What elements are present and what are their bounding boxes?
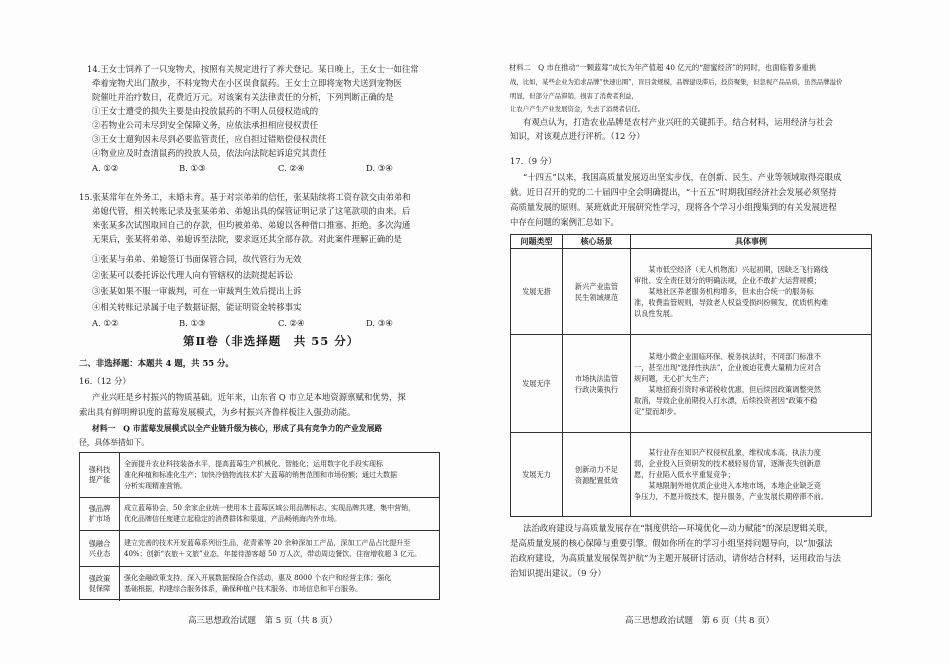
- row-body: 全面提升农业科技装备水平，提高蓝莓生产机械化、智能化；运用数字化手段实现标 准化种植和标准化生产；加快冷链物流技术扩大蓝莓的销售范围和市场份额；通过大数据 分析实现精准营销。: [124, 459, 397, 490]
- q14-line: 14.王女士饲养了一只宠物犬，按照有关规定进行了养犬登记。某日晚上，王女士一如往常: [87, 64, 419, 74]
- q14-line: 院催吐并治疗数日，花费近万元。对该案有关法律责任的分析，下列判断正确的是: [92, 92, 394, 102]
- row-body: 建立完善的技术开发蓝莓系列衍生品，花青素等 20 余种深加工产品，深加工产品占比提升至 40%；创新“农旅＋文旅”业态，年接待游客超 50 万人次，带动周边餐饮、住宿增收超 3 亿元。: [124, 538, 421, 558]
- case-examples: 某行业存在知识产权侵权乱象，维权成本高、执法力度 弱，企业投入巨资研发的技术被轻易仿冒，逐渐丧失创新意 愿，行业陷入低水平重复竞争； 某地限制外地优质企业进入本地市场，本地企业缺乏竞 争压力，不愿升级技术，提升服务，产业发展长期停滞不前。: [631, 433, 872, 517]
- q15-statement: ④相关转账记录属于电子数据证据，能证明资金转移事实: [92, 302, 302, 312]
- material-2-line: 让农户产生产业发展资金，失去了消费者信任。: [510, 105, 645, 113]
- material-1-line: 材料一 Q 市蓝莓发展模式以全产业链升级为核心，形成了具有竞争力的产业发展路: [92, 424, 383, 433]
- table-row: [80, 453, 439, 497]
- q15-statement: ③张某如果不服一审裁判，可在一审裁判生效后提出上诉: [92, 286, 302, 296]
- q17-task-line: 治知识提出建议。（9 分）: [510, 568, 606, 578]
- page-footer: 高三思想政治试题 第 5 页（共 8 页）: [188, 616, 338, 626]
- core-scene: 市场执法监管 行政决策执行: [563, 335, 631, 433]
- problem-type: 发展无措: [511, 249, 563, 335]
- q16-intro-line: 产业兴旺是乡村振兴的物质基础。近年来，山东省 Q 市立足本地资源禀赋和优势，探: [92, 392, 406, 402]
- q15-line: 15.张某常年在外务工，未婚未育。基于对宗弟弟的信任，张某陆续将工资存款交由弟弟和: [79, 192, 411, 202]
- q17-intro-line: 就。近日召开的党的二十届四中全会明确提出，“十五五”时期我国经济社会发展必须坚持: [510, 187, 837, 197]
- material-1-table: [79, 452, 440, 600]
- case-examples: 某地小微企业面临环保、税务执法时，不同部门标准不 一，甚至出现“选择性执法”，企业被迫花费大量精力应对合 规问题，无心扩大生产； 某地招商引资时承诺税收优惠，但后续因政策调整突然 取消，导致企业前期投入打水漂，后续投资者因“政策不稳 定”望而却步。: [631, 335, 872, 433]
- table-row: [511, 249, 872, 335]
- table-row: [80, 566, 439, 601]
- column-header: 具体事例: [631, 235, 872, 249]
- q14-statement: ②若物业公司未尽到安全保障义务，应依法承担相应侵权责任: [92, 120, 319, 130]
- table-row: [511, 335, 872, 433]
- material-1-line: 径，具体举措如下。: [79, 438, 150, 447]
- right-page: [475, 0, 950, 663]
- q15-line: 弟媳代管，相关转账记录及张某弟弟、弟媳出具的保管证明记录了这笔款项的由来。后: [92, 206, 411, 216]
- table-row: [80, 530, 439, 566]
- q16-heading: 16.（12 分）: [79, 376, 131, 386]
- q15-statement: ②张某可以委托诉讼代理人向有管辖权的法院提起诉讼: [92, 270, 293, 280]
- q15-statement: ①张某与弟弟、弟媳签订书面保管合同，故代管行为无效: [92, 254, 302, 264]
- q17-intro-line: “十四五”以来，我国高质量发展迈出坚实步伐，在创新、民生、产业等领域取得亮眼成: [523, 172, 842, 182]
- row-body: 成立蓝莓协会，50 余家企业统一使用本土蓝莓区域公用品牌标志，实现品牌共建，集中营销， 优化品牌信任度建立起稳定的消费群体和渠道，产品畅销海内外市场。: [124, 504, 416, 523]
- page-footer: 高三思想政治试题 第 6 页（共 8 页）: [625, 616, 775, 626]
- problem-type: 发展无序: [511, 335, 563, 433]
- q17-intro-line: 高质量发展的原则。某班就此开展研究性学习，现将各个学习小组搜集到的有关发展进程: [510, 202, 837, 212]
- q16-intro-line: 索出具有鲜明辨识度的蓝莓发展模式，为乡村振兴齐鲁样板注入强劲动能。: [79, 407, 356, 417]
- q14-statement: ③王女士遛狗因未尽到必要监管责任，应自担过错赔偿侵权责任: [92, 134, 327, 144]
- column-header: 核心场景: [563, 235, 631, 249]
- q15-option-c[interactable]: C. ②④: [278, 318, 305, 328]
- material-2-line: 明显，但部分产品滞销，损害了消费者利益，: [510, 92, 638, 100]
- q14-option-c[interactable]: C. ②④: [278, 163, 305, 173]
- material-2-line: 战，比如，某些企业为追求品牌“快速出圈”，盲目贪规模，品牌建设滞后，投资聚集，但忽视产品品质，虽然品牌溢价: [510, 78, 843, 86]
- core-scene: 新兴产业监管 民生领域规范: [563, 249, 631, 335]
- q17-case-table: [510, 234, 872, 516]
- core-scene: 创新动力不足 资源配置低效: [563, 433, 631, 517]
- problem-type: 发展无力: [511, 433, 563, 517]
- q17-intro-line: 中存在问题的案例汇总如下。: [510, 217, 619, 227]
- q16-task-line: 有观点认为，打造农业品牌是农村产业兴旺的关键抓手。结合材料，运用经济与社会: [523, 117, 833, 127]
- row-head: 强融合 兴业态: [80, 531, 120, 566]
- q17-heading: 17.（9 分）: [510, 156, 557, 166]
- section-instructions: 二、非选择题：本题共 4 题，共 55 分。: [79, 358, 234, 368]
- q17-task-line: 法治政府建设与高质量发展存在“制度供给—环境优化—动力赋能”的深层逻辑关联，: [523, 523, 834, 533]
- q14-statement: ①王女士遭受的损失主要是由投放鼠药的不明人员侵权造成的: [92, 106, 319, 116]
- q17-task-line: 是高质量发展的核心保障与重要引擎。假如你所在的学习小组坚持问题导向，以“加强法: [510, 538, 833, 548]
- q15-line: 无果后，张某将弟弟、弟媳诉至法院，要求返还其全部存款。对此案件理解正确的是: [92, 234, 402, 244]
- q14-line: 牵着宠物犬出门散步，不料宠物犬在小区误食鼠药。王女士立即将宠物犬送到宠物医: [92, 78, 402, 88]
- row-head: 强科技 提产能: [80, 453, 120, 497]
- q15-option-a[interactable]: A. ①②: [92, 318, 119, 328]
- column-header: 问题类型: [511, 235, 563, 249]
- row-body: 强化金融政策支持，深入开展数据保险合作活动，惠及 8000 个农户和经营主体；强化 基础根据，构建综合服务体系，确保种植户技术服务、市场信息和平台服务。: [124, 574, 392, 593]
- table-row: [511, 433, 872, 517]
- row-head: 强政策 促保障: [80, 567, 120, 601]
- section-title: 第Ⅱ卷（非选择题 共 55 分）: [183, 334, 360, 348]
- q14-statement: ④物业应及时查清鼠药的投放人员，依法向法院起诉追究其责任: [92, 148, 327, 158]
- case-examples: 某市低空经济（无人机物流）兴起初期，因缺乏飞行路线 审批、安全责任划分的明确法规，企业不敢扩大运营规模； 某地社区养老服务机构增多，但未由合统一的服务标 准，收费监管规则，导致老人权益受损纠纷频发，优质机构难 以良性发展。: [631, 249, 872, 335]
- q15-option-d[interactable]: D. ③④: [366, 318, 393, 328]
- q17-task-line: 治政府建设，为高质量发展保驾护航”为主题开展研讨活动，请你结合材料，运用政治与法: [510, 553, 841, 563]
- material-2-line: 材料二 Q 市在推动“一颗蓝莓”成长为年产值超 40 亿元的“甜蜜经济”的同时，也面临着多重挑: [509, 63, 817, 72]
- q16-task-line: 知识，对该观点进行评析。（12 分）: [510, 131, 645, 141]
- table-row: [80, 497, 439, 530]
- q14-option-a[interactable]: A. ①②: [92, 163, 119, 173]
- q15-line: 来张某多次试图取回自己的存款，但均被弟弟、弟媳以各种借口推塞、拒绝。多次沟通: [92, 220, 411, 230]
- q14-option-d[interactable]: D. ③④: [366, 163, 393, 173]
- row-head: 强品牌 扩市场: [80, 498, 120, 530]
- q14-option-b[interactable]: B. ①③: [179, 163, 206, 173]
- q15-option-b[interactable]: B. ①③: [179, 318, 206, 328]
